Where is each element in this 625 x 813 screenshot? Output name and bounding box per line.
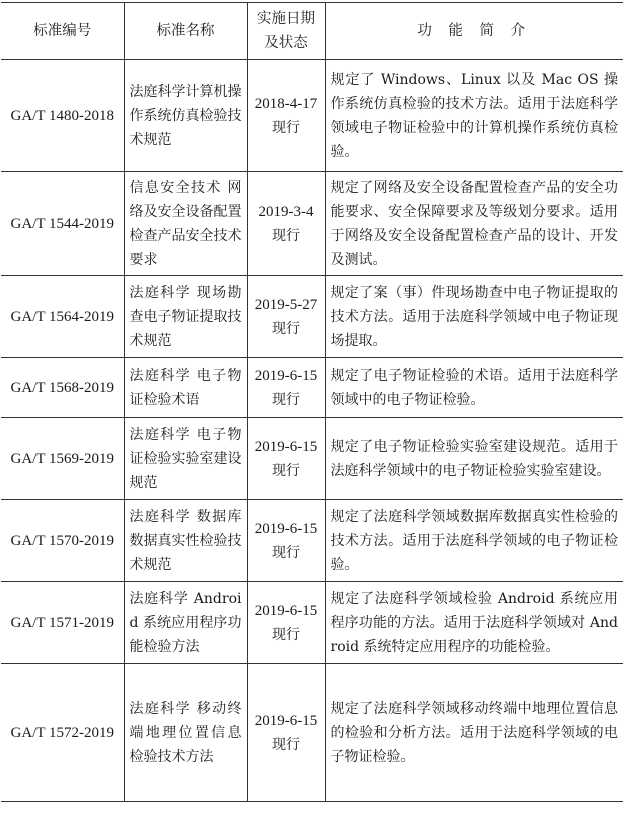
standard-date: 2019-6-15: [254, 438, 318, 455]
table-row: [1, 60, 623, 172]
standard-code: GA/T 1564-2019: [1, 276, 124, 358]
header-code: 标准编号: [1, 3, 124, 60]
table-row: [1, 418, 623, 500]
table-row: [1, 582, 623, 664]
standard-name: 法庭科学 现场勘查电子物证提取技术规范: [124, 276, 247, 358]
standard-status: 现行: [272, 544, 300, 561]
standard-function: 规定了法庭科学领域检验 Android 系统应用程序功能的方法。适用于法庭科学领域对 Android 系统特定应用程序的功能检验。: [325, 582, 623, 664]
table-row: [1, 500, 623, 582]
standard-code: GA/T 1568-2019: [1, 358, 124, 418]
standard-name: 信息安全技术 网络及安全设备配置检查产品安全技术要求: [124, 172, 247, 276]
standard-status: 现行: [272, 462, 300, 479]
table-row: [1, 172, 623, 276]
standard-date: 2019-3-4: [258, 203, 314, 220]
standard-code: GA/T 1570-2019: [1, 500, 124, 582]
standard-code: GA/T 1572-2019: [1, 664, 124, 802]
standard-status: 现行: [272, 119, 300, 136]
header-name: 标准名称: [124, 3, 247, 60]
table-row: [1, 358, 623, 418]
standard-name: 法庭科学计算机操作系统仿真检验技术规范: [124, 60, 247, 172]
standard-name: 法庭科学 电子物证检验实验室建设规范: [124, 418, 247, 500]
standard-date-status: [247, 358, 325, 418]
standard-date: 2018-4-17: [254, 95, 318, 112]
standard-date-status: [247, 664, 325, 802]
standard-date-status: [247, 500, 325, 582]
standard-name: 法庭科学 Android 系统应用程序功能检验方法: [124, 582, 247, 664]
standard-status: 现行: [272, 736, 300, 753]
standard-status: 现行: [272, 320, 300, 337]
standard-function: 规定了案（事）件现场勘查中电子物证提取的技术方法。适用于法庭科学领域中电子物证现场提取。: [325, 276, 623, 358]
standard-status: 现行: [272, 391, 300, 408]
standard-date-status: [247, 172, 325, 276]
standard-status: 现行: [272, 227, 300, 244]
header-date: 实施日期及状态: [247, 3, 325, 60]
standard-date-status: [247, 60, 325, 172]
standard-name: 法庭科学 电子物证检验术语: [124, 358, 247, 418]
standard-date-status: [247, 582, 325, 664]
standard-date: 2019-6-15: [254, 520, 318, 537]
header-func: 功 能 简 介: [325, 3, 623, 60]
standard-code: GA/T 1480-2018: [1, 60, 124, 172]
table-row: [1, 276, 623, 358]
standard-date-status: [247, 276, 325, 358]
standard-function: 规定了法庭科学领域移动终端中地理位置信息的检验和分析方法。适用于法庭科学领域的电子物证检验。: [325, 664, 623, 802]
standard-date: 2019-5-27: [254, 296, 318, 313]
standard-date: 2019-6-15: [254, 367, 318, 384]
standard-function: 规定了电子物证检验的术语。适用于法庭科学领域中的电子物证检验。: [325, 358, 623, 418]
standard-status: 现行: [272, 626, 300, 643]
standard-function: 规定了网络及安全设备配置检查产品的安全功能要求、安全保障要求及等级划分要求。适用于网络及安全设备配置检查产品的设计、开发及测试。: [325, 172, 623, 276]
standard-code: GA/T 1569-2019: [1, 418, 124, 500]
table-row: [1, 664, 623, 802]
standard-date: 2019-6-15: [254, 602, 318, 619]
standard-function: 规定了电子物证检验实验室建设规范。适用于法庭科学领域中的电子物证检验实验室建设。: [325, 418, 623, 500]
standard-code: GA/T 1571-2019: [1, 582, 124, 664]
standard-name: 法庭科学 移动终端地理位置信息 检验技术方法: [124, 664, 247, 802]
standards-table: [1, 2, 623, 802]
standard-code: GA/T 1544-2019: [1, 172, 124, 276]
header-row: [1, 3, 623, 60]
standard-name: 法庭科学 数据库数据真实性检验技术规范: [124, 500, 247, 582]
standard-date-status: [247, 418, 325, 500]
standard-function: 规定了 Windows、Linux 以及 Mac OS 操作系统仿真检验的技术方法。适用于法庭科学领域电子物证检验中的计算机操作系统仿真检验。: [325, 60, 623, 172]
standard-function: 规定了法庭科学领域数据库数据真实性检验的技术方法。适用于法庭科学领域的电子物证检验。: [325, 500, 623, 582]
standard-date: 2019-6-15: [254, 712, 318, 729]
